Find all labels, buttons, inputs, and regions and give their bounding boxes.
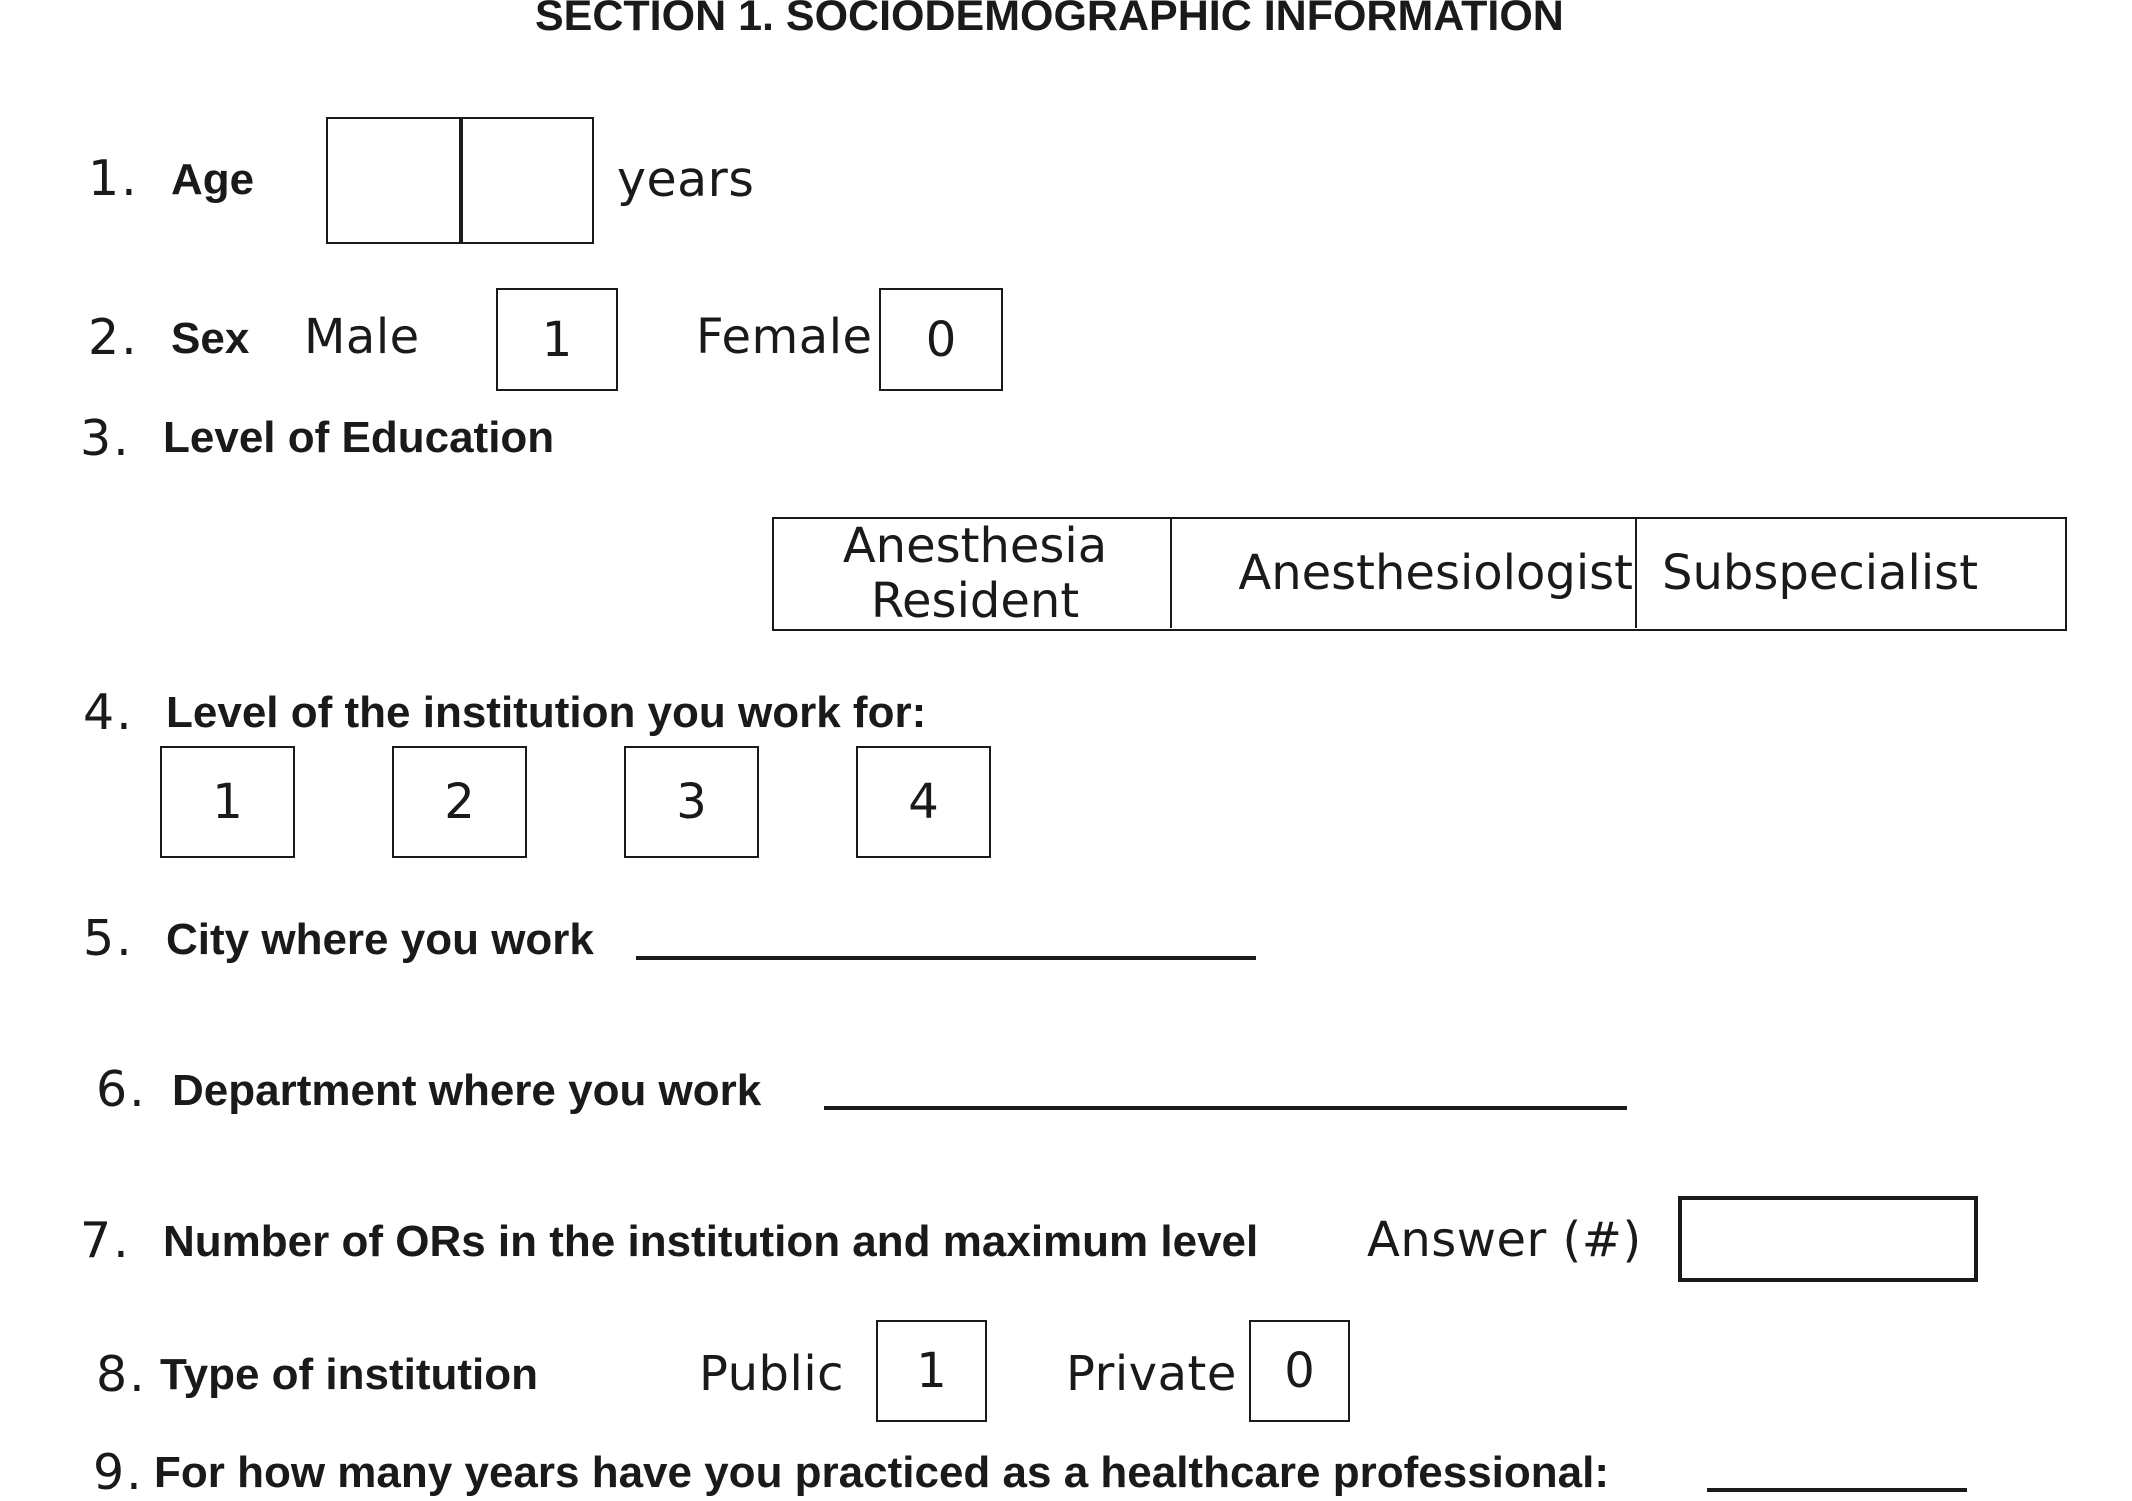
institution-level-2-box[interactable]: 2 bbox=[392, 746, 527, 858]
institution-level-1-box[interactable]: 1 bbox=[160, 746, 295, 858]
q8-label: Type of institution bbox=[160, 1350, 539, 1399]
section-title: SECTION 1. SOCIODEMOGRAPHIC INFORMATION bbox=[535, 0, 1564, 40]
institution-level-3-box[interactable]: 3 bbox=[624, 746, 759, 858]
education-option-anesthesiologist[interactable]: Anesthesiologist bbox=[1172, 519, 1637, 628]
age-digit-1-box[interactable] bbox=[326, 117, 463, 244]
male-option-box[interactable]: 1 bbox=[496, 288, 618, 391]
department-answer-line[interactable] bbox=[824, 1068, 1627, 1110]
q9-label: For how many years have you practiced as a healthcare professional: bbox=[154, 1448, 1609, 1497]
q7-answer-label: Answer (#) bbox=[1367, 1212, 1642, 1268]
q7-label: Number of ORs in the institution and maximum level bbox=[163, 1217, 1259, 1266]
q1-label: Age bbox=[171, 155, 255, 204]
city-answer-line[interactable] bbox=[636, 918, 1256, 960]
q3-number: 3. bbox=[80, 410, 131, 467]
q2-number: 2. bbox=[88, 309, 139, 366]
q8-public-label: Public bbox=[699, 1346, 845, 1402]
education-options-table bbox=[772, 517, 2067, 631]
q8-number: 8. bbox=[96, 1346, 147, 1403]
q5-number: 5. bbox=[83, 910, 134, 967]
education-option-resident[interactable]: Anesthesia Resident bbox=[774, 519, 1172, 628]
female-option-box[interactable]: 0 bbox=[879, 288, 1003, 391]
q2-label: Sex bbox=[171, 314, 250, 363]
q2-male-label: Male bbox=[304, 309, 420, 365]
q6-number: 6. bbox=[96, 1061, 147, 1118]
q4-number: 4. bbox=[83, 684, 134, 741]
q4-label: Level of the institution you work for: bbox=[166, 688, 927, 737]
or-count-answer-box[interactable] bbox=[1678, 1196, 1978, 1282]
private-option-box[interactable]: 0 bbox=[1249, 1320, 1350, 1422]
q5-label: City where you work bbox=[166, 915, 594, 964]
q2-female-label: Female bbox=[696, 309, 873, 365]
q9-number: 9. bbox=[93, 1444, 144, 1501]
q3-label: Level of Education bbox=[163, 413, 555, 462]
age-digit-2-box[interactable] bbox=[459, 117, 594, 244]
q6-label: Department where you work bbox=[172, 1066, 762, 1115]
q1-number: 1. bbox=[88, 150, 139, 207]
q1-unit: years bbox=[617, 151, 755, 208]
q7-number: 7. bbox=[80, 1212, 131, 1269]
institution-level-4-box[interactable]: 4 bbox=[856, 746, 991, 858]
q8-private-label: Private bbox=[1066, 1346, 1237, 1402]
public-option-box[interactable]: 1 bbox=[876, 1320, 987, 1422]
education-option-subspecialist[interactable]: Subspecialist bbox=[1662, 545, 1979, 601]
